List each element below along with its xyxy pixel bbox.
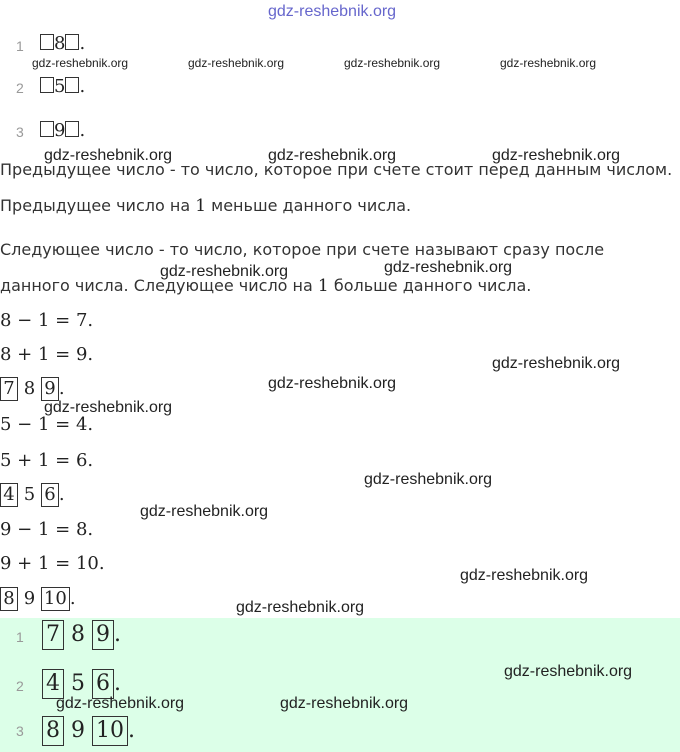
answer-row-1: 7 8 9 . [42, 620, 121, 650]
watermark: gdz-reshebnik.org [384, 259, 513, 276]
empty-box [65, 77, 79, 93]
watermark: gdz-reshebnik.org [344, 56, 441, 70]
empty-box [40, 34, 54, 50]
watermark: gdz-reshebnik.org [160, 263, 289, 280]
given-number: 9 [71, 718, 85, 743]
task-middle-number: 5 [54, 76, 66, 97]
watermark: gdz-reshebnik.org [268, 147, 397, 164]
next-number-box: 10 [92, 716, 128, 746]
watermark: gdz-reshebnik.org [280, 695, 409, 712]
task-middle-number: 8 [54, 33, 66, 54]
prev-number-box: 4 [0, 483, 18, 507]
prev-rule: Предыдущее число на 1 меньше данного числа. [0, 196, 412, 216]
number-sequence: 7 8 9 . [0, 377, 65, 401]
prev-number-box: 7 [42, 620, 64, 650]
watermark: gdz-reshebnik.org [236, 599, 365, 616]
watermark: gdz-reshebnik.org [32, 56, 129, 70]
prev-number-box: 4 [42, 669, 64, 699]
watermark: gdz-reshebnik.org [492, 147, 621, 164]
watermark: gdz-reshebnik.org [492, 355, 621, 372]
next-definition-line2: данного числа. Следующее число на 1 больше данного числа. [0, 276, 532, 296]
watermark: gdz-reshebnik.org [460, 567, 589, 584]
watermark-top: gdz-reshebnik.org [268, 3, 397, 20]
answer-row-2: 4 5 6 . [42, 669, 121, 699]
empty-box [40, 121, 54, 137]
answer-number: 1 [16, 629, 24, 645]
empty-box [65, 34, 79, 50]
task-item-2: 5 . [40, 76, 85, 97]
next-number-box: 9 [41, 377, 59, 401]
equation-plus: 5 + 1 = 6. [0, 450, 94, 471]
watermark: gdz-reshebnik.org [44, 399, 173, 416]
next-number-box: 6 [41, 483, 59, 507]
answer-row-3: 8 9 10 . [42, 716, 135, 746]
prev-number-box: 7 [0, 377, 18, 401]
next-number-box: 6 [92, 669, 114, 699]
task-item-number: 1 [16, 38, 24, 54]
empty-box [65, 121, 79, 137]
answer-number: 3 [16, 723, 24, 739]
prev-number-box: 8 [42, 716, 64, 746]
equation-minus: 5 − 1 = 4. [0, 414, 94, 435]
given-number: 8 [71, 622, 85, 647]
watermark: gdz-reshebnik.org [188, 56, 285, 70]
watermark: gdz-reshebnik.org [364, 471, 493, 488]
watermark: gdz-reshebnik.org [504, 663, 633, 680]
equation-plus: 9 + 1 = 10. [0, 553, 105, 574]
given-number: 9 [23, 588, 36, 609]
number-sequence: 8 9 10 . [0, 587, 76, 611]
task-item-number: 2 [16, 80, 24, 96]
watermark: gdz-reshebnik.org [44, 147, 173, 164]
watermark: gdz-reshebnik.org [268, 375, 397, 392]
answer-number: 2 [16, 678, 24, 694]
prev-number-box: 8 [0, 587, 18, 611]
given-number: 5 [23, 484, 36, 505]
watermark: gdz-reshebnik.org [500, 56, 597, 70]
watermark: gdz-reshebnik.org [140, 503, 269, 520]
given-number: 5 [71, 671, 85, 696]
empty-box [40, 77, 54, 93]
number-sequence: 4 5 6 . [0, 483, 65, 507]
given-number: 8 [23, 378, 36, 399]
task-item-3: 9 . [40, 120, 85, 141]
equation-minus: 9 − 1 = 8. [0, 519, 94, 540]
watermark: gdz-reshebnik.org [56, 695, 185, 712]
next-number-box: 9 [92, 620, 114, 650]
prev-definition: Предыдущее число - то число, которое при счете стоит перед данным числом. [0, 160, 673, 179]
next-number-box: 10 [41, 587, 70, 611]
task-item-1: 8 . [40, 33, 85, 54]
equation-minus: 8 − 1 = 7. [0, 310, 94, 331]
equation-plus: 8 + 1 = 9. [0, 344, 94, 365]
task-middle-number: 9 [54, 120, 66, 141]
next-definition-line1: Следующее число - то число, которое при счете называют сразу после [0, 240, 605, 259]
task-item-number: 3 [16, 124, 24, 140]
